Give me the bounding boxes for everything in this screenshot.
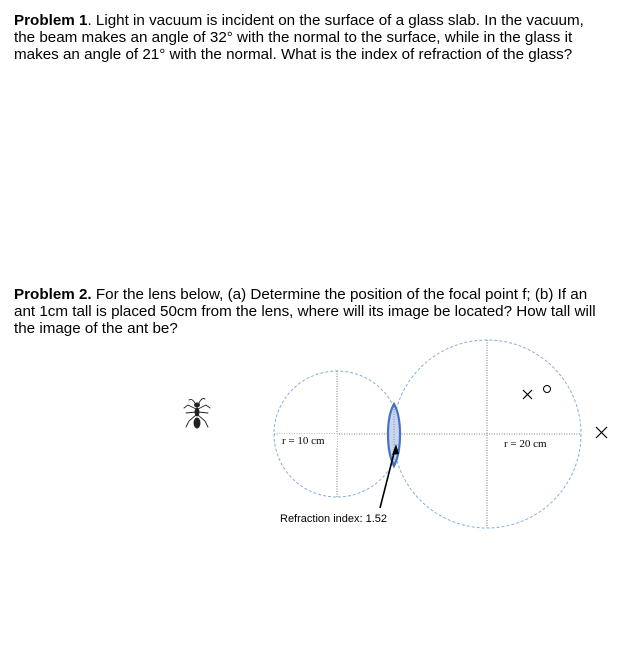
problem-2-text: For the lens below, (a) Determine the position of the focal point f; (b) If an ant 1cm tall is placed 50cm from the lens, where will its image be located? How tall will the image of the ant be? <box>14 286 596 337</box>
problem-1 <box>14 12 599 63</box>
left-radius-label: r = 10 cm <box>282 435 325 447</box>
refraction-index-label: Refraction index: 1.52 <box>280 513 388 525</box>
focal-x-marker <box>523 390 532 399</box>
far-x-marker <box>596 427 607 438</box>
problem-1-title: Problem 1 <box>14 12 88 29</box>
right-radius-label: r = 20 cm <box>504 438 547 450</box>
focal-o-marker <box>544 386 551 393</box>
problem-1-text: . Light in vacuum is incident on the surface of a glass slab. In the vacuum, the beam makes an angle of 32° with the normal to the surface, while in the glass it makes an angle of 21° with the normal. What is the index of refraction of the glass? <box>14 12 584 63</box>
problem-2-title: Problem 2. <box>14 286 92 303</box>
refraction-arrow-line <box>380 449 395 508</box>
ant-icon <box>184 399 210 429</box>
lens-diagram <box>0 330 619 540</box>
